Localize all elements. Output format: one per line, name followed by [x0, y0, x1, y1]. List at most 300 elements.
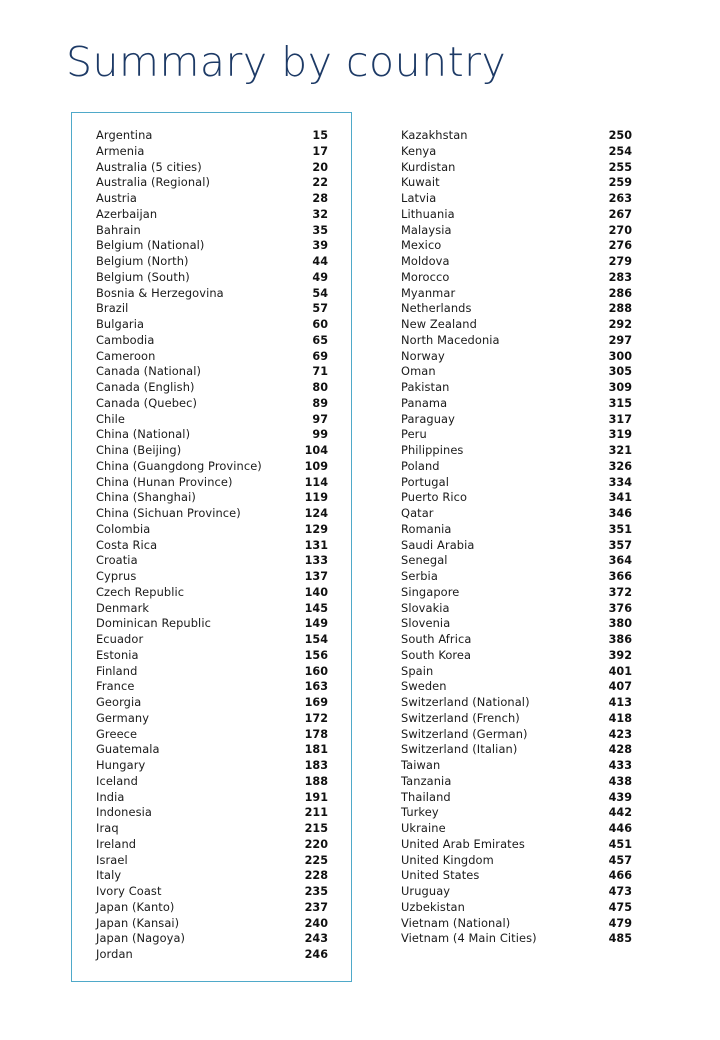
page-number: 109 — [304, 459, 328, 473]
page-number: 428 — [608, 743, 632, 757]
page-number: 140 — [304, 585, 328, 599]
page-number: 442 — [608, 806, 632, 820]
country-row — [96, 128, 328, 144]
page-number: 57 — [312, 302, 328, 316]
country-row — [401, 333, 632, 349]
country-row — [96, 853, 328, 869]
country-name: Panama — [401, 395, 448, 410]
country-name: Canada (National) — [96, 364, 202, 379]
page-number: 191 — [304, 790, 328, 804]
page-number: 137 — [304, 570, 328, 583]
page-number: 386 — [608, 633, 632, 646]
page-number: 279 — [608, 255, 632, 268]
page-number: 297 — [608, 333, 632, 347]
country-row — [96, 632, 328, 648]
page-number: 235 — [304, 885, 328, 898]
country-row — [401, 412, 632, 428]
page-number: 376 — [608, 601, 632, 615]
country-name: Poland — [401, 458, 440, 473]
country-row — [401, 805, 632, 821]
country-row — [96, 191, 328, 207]
country-name: France — [96, 679, 135, 694]
country-name: Guatemala — [96, 742, 160, 757]
page-number: 183 — [304, 759, 328, 772]
country-name: Argentina — [96, 128, 153, 142]
page-number: 457 — [608, 853, 632, 867]
country-name: Singapore — [401, 584, 460, 599]
country-name: Australia (5 cities) — [96, 159, 202, 174]
country-name: Azerbaijan — [96, 206, 158, 221]
country-row — [401, 790, 632, 806]
country-row — [401, 396, 632, 412]
country-name: Slovenia — [401, 616, 451, 631]
country-name: China (Guangdong Province) — [96, 458, 262, 473]
country-row — [401, 837, 632, 853]
page-number: 129 — [304, 522, 328, 536]
country-row — [96, 837, 328, 853]
page-number: 240 — [304, 916, 328, 930]
country-name: Morocco — [401, 269, 450, 284]
page-number: 433 — [608, 759, 632, 772]
page-number: 44 — [312, 255, 328, 268]
country-name: Georgia — [96, 695, 142, 709]
page-number: 321 — [608, 444, 632, 457]
country-name: Italy — [96, 868, 122, 883]
country-row — [401, 868, 632, 884]
page-number: 22 — [312, 176, 328, 190]
page-number: 89 — [312, 396, 328, 410]
country-row — [401, 648, 632, 664]
country-row — [96, 396, 328, 412]
page-number: 357 — [608, 538, 632, 552]
country-name: Moldova — [401, 254, 450, 268]
country-name: Belgium (National) — [96, 238, 205, 253]
country-row — [96, 679, 328, 695]
page-number: 220 — [304, 837, 328, 851]
country-name: Bulgaria — [96, 317, 145, 331]
country-row — [96, 774, 328, 790]
country-name: Malaysia — [401, 222, 452, 237]
country-name: United Kingdom — [401, 852, 494, 867]
page-number: 228 — [304, 869, 328, 883]
country-row — [96, 695, 328, 711]
country-name: Pakistan — [401, 380, 450, 394]
country-name: Myanmar — [401, 285, 456, 300]
country-row — [401, 317, 632, 333]
country-row — [401, 175, 632, 191]
country-name: Bosnia & Herzegovina — [96, 285, 224, 300]
country-row — [96, 349, 328, 365]
country-row — [401, 900, 632, 916]
country-name: South Africa — [401, 632, 472, 646]
page-number: 326 — [608, 459, 632, 473]
page-number: 97 — [312, 412, 328, 426]
page-number: 276 — [608, 239, 632, 253]
page-number: 35 — [312, 223, 328, 237]
page-number: 60 — [312, 318, 328, 331]
country-name: Lithuania — [401, 206, 455, 221]
country-row — [401, 632, 632, 648]
country-name: Peru — [401, 427, 427, 442]
country-row — [96, 207, 328, 223]
country-row — [96, 884, 328, 900]
country-name: Japan (Kanto) — [96, 899, 175, 914]
country-name: Mexico — [401, 238, 442, 253]
country-name: Netherlands — [401, 301, 472, 316]
page-number: 20 — [312, 160, 328, 174]
country-name: Latvia — [401, 191, 437, 205]
page-number: 32 — [312, 207, 328, 221]
country-row — [96, 601, 328, 617]
page-number: 286 — [608, 286, 632, 300]
country-row — [401, 286, 632, 302]
country-row — [401, 144, 632, 160]
country-name: New Zealand — [401, 317, 477, 331]
page-number: 71 — [312, 365, 328, 379]
country-name: Israel — [96, 852, 128, 867]
country-name: Canada (Quebec) — [96, 395, 198, 410]
country-row — [401, 270, 632, 286]
country-row — [401, 128, 632, 144]
country-row — [96, 443, 328, 459]
country-name: United Arab Emirates — [401, 836, 525, 851]
page-number: 292 — [608, 318, 632, 331]
page-number: 479 — [608, 916, 632, 930]
country-name: Kenya — [401, 143, 437, 158]
page-number: 451 — [608, 837, 632, 851]
country-row — [401, 711, 632, 727]
page-number: 104 — [304, 444, 328, 457]
country-name: Turkey — [401, 805, 439, 820]
country-row — [401, 475, 632, 491]
country-name: Qatar — [401, 506, 434, 520]
country-row — [401, 223, 632, 239]
page-number: 283 — [608, 270, 632, 284]
country-row — [401, 364, 632, 380]
country-row — [401, 585, 632, 601]
country-name: Armenia — [96, 143, 145, 158]
page-number: 317 — [608, 412, 632, 426]
country-name: Romania — [401, 521, 452, 536]
country-row — [96, 711, 328, 727]
country-name: Bahrain — [96, 222, 141, 237]
country-row — [401, 301, 632, 317]
country-row — [96, 947, 328, 963]
country-name: Saudi Arabia — [401, 537, 475, 552]
country-row — [96, 569, 328, 585]
page-number: 263 — [608, 192, 632, 205]
country-name: United States — [401, 868, 480, 883]
page-number: 237 — [304, 900, 328, 914]
country-row — [401, 569, 632, 585]
page-number: 154 — [304, 633, 328, 646]
country-name: Iraq — [96, 821, 119, 835]
page-number: 17 — [312, 144, 328, 158]
country-name: Germany — [96, 710, 150, 725]
page-number: 418 — [608, 711, 632, 725]
country-row — [96, 286, 328, 302]
country-name: Switzerland (German) — [401, 726, 528, 741]
page-number: 267 — [608, 207, 632, 221]
country-name: Senegal — [401, 553, 448, 568]
page-number: 156 — [304, 648, 328, 662]
page-number: 392 — [608, 648, 632, 662]
page-number: 254 — [608, 144, 632, 158]
country-row — [401, 191, 632, 207]
page-number: 380 — [608, 617, 632, 631]
country-name: Kuwait — [401, 175, 440, 190]
country-row — [96, 270, 328, 286]
country-row — [401, 916, 632, 932]
page-number: 351 — [608, 522, 632, 536]
country-name: Japan (Nagoya) — [96, 931, 186, 946]
page-title: Summary by country — [66, 38, 507, 86]
country-name: Belgium (North) — [96, 254, 189, 268]
page-number: 246 — [304, 948, 328, 961]
country-row — [96, 648, 328, 664]
country-row — [96, 490, 328, 506]
country-name: China (Beijing) — [96, 443, 182, 457]
page-number: 372 — [608, 585, 632, 599]
country-name: Philippines — [401, 443, 464, 457]
country-row — [401, 459, 632, 475]
country-name: Serbia — [401, 569, 438, 583]
country-name: Cambodia — [96, 332, 155, 347]
country-row — [96, 254, 328, 270]
country-name: China (Shanghai) — [96, 490, 196, 505]
country-row — [96, 742, 328, 758]
country-name: Thailand — [401, 789, 451, 804]
country-name: Cameroon — [96, 348, 156, 363]
country-name: Austria — [96, 191, 137, 205]
page-number: 319 — [608, 428, 632, 442]
country-name: Kurdistan — [401, 159, 456, 174]
country-name: Uruguay — [401, 884, 451, 898]
page-number: 438 — [608, 774, 632, 788]
country-row — [96, 333, 328, 349]
page-number: 288 — [608, 302, 632, 316]
country-name: Switzerland (French) — [401, 710, 520, 725]
page-number: 401 — [608, 664, 632, 678]
country-row — [401, 931, 632, 947]
country-row — [401, 679, 632, 695]
country-name: Chile — [96, 411, 126, 426]
page-number: 49 — [312, 270, 328, 284]
page-number: 225 — [304, 853, 328, 867]
country-row — [96, 364, 328, 380]
country-row — [96, 459, 328, 475]
page-number: 413 — [608, 696, 632, 709]
country-row — [401, 821, 632, 837]
page-number: 119 — [304, 491, 328, 505]
country-name: Slovakia — [401, 600, 450, 615]
country-row — [401, 254, 632, 270]
country-name: China (Hunan Province) — [96, 474, 233, 489]
country-name: Greece — [96, 726, 138, 741]
country-name: Brazil — [96, 301, 129, 316]
page-number: 178 — [304, 727, 328, 741]
page-number: 446 — [608, 822, 632, 835]
country-row — [401, 160, 632, 176]
country-row — [96, 238, 328, 254]
page-number: 300 — [608, 349, 632, 363]
country-name: Canada (English) — [96, 380, 195, 394]
page-number: 255 — [608, 160, 632, 174]
country-row — [96, 522, 328, 538]
page-number: 99 — [312, 428, 328, 442]
country-row — [401, 758, 632, 774]
country-name: Costa Rica — [96, 537, 158, 552]
country-name: Ireland — [96, 836, 137, 851]
country-row — [96, 616, 328, 632]
page-number: 181 — [304, 743, 328, 757]
country-name: Switzerland (Italian) — [401, 742, 518, 757]
country-row — [96, 821, 328, 837]
country-row — [96, 538, 328, 554]
page-number: 466 — [608, 869, 632, 883]
country-name: Spain — [401, 663, 434, 678]
country-row — [96, 317, 328, 333]
page-number: 305 — [608, 365, 632, 379]
country-name: China (Sichuan Province) — [96, 506, 241, 520]
country-row — [401, 884, 632, 900]
country-name: Ukraine — [401, 821, 446, 835]
country-row — [401, 506, 632, 522]
country-row — [96, 758, 328, 774]
country-name: Colombia — [96, 521, 151, 536]
country-name: Vietnam (4 Main Cities) — [401, 931, 537, 946]
country-name: Cyprus — [96, 569, 137, 583]
country-row — [96, 427, 328, 443]
page-number: 407 — [608, 680, 632, 694]
country-row — [401, 522, 632, 538]
country-row — [96, 175, 328, 191]
page-number: 215 — [304, 822, 328, 835]
country-name: Uzbekistan — [401, 899, 465, 914]
country-name: Estonia — [96, 647, 139, 662]
country-row — [401, 553, 632, 569]
country-name: Iceland — [96, 773, 138, 788]
country-row — [401, 742, 632, 758]
country-name: Norway — [401, 348, 445, 363]
country-name: Taiwan — [401, 758, 441, 772]
page-number: 15 — [312, 129, 328, 142]
country-row — [96, 916, 328, 932]
country-name: Finland — [96, 663, 138, 678]
country-name: Sweden — [401, 679, 447, 694]
country-name: Czech Republic — [96, 584, 185, 599]
country-name: Oman — [401, 364, 436, 379]
right-country-list — [401, 128, 632, 947]
country-row — [401, 664, 632, 680]
page-number: 65 — [312, 333, 328, 347]
country-name: Japan (Kansai) — [96, 915, 180, 930]
page-number: 485 — [608, 932, 632, 946]
page-number: 54 — [312, 286, 328, 300]
country-row — [401, 774, 632, 790]
country-name: Ecuador — [96, 632, 144, 646]
country-name: Denmark — [96, 600, 150, 615]
country-name: South Korea — [401, 647, 472, 662]
country-row — [401, 601, 632, 617]
page-number: 439 — [608, 790, 632, 804]
country-name: Belgium (South) — [96, 269, 190, 284]
country-row — [401, 853, 632, 869]
page-number: 169 — [304, 696, 328, 709]
country-row — [401, 616, 632, 632]
country-name: China (National) — [96, 427, 191, 442]
page-number: 80 — [312, 381, 328, 394]
page-number: 250 — [608, 129, 632, 142]
country-name: Paraguay — [401, 411, 455, 426]
country-name: Portugal — [401, 474, 449, 489]
page-number: 366 — [608, 570, 632, 583]
page-number: 315 — [608, 396, 632, 410]
country-row — [96, 931, 328, 947]
country-row — [96, 585, 328, 601]
country-row — [96, 727, 328, 743]
page-number: 149 — [304, 617, 328, 631]
country-row — [96, 553, 328, 569]
country-name: Croatia — [96, 553, 138, 568]
country-name: India — [96, 789, 125, 804]
page-number: 163 — [304, 680, 328, 694]
page-number: 270 — [608, 223, 632, 237]
country-row — [96, 223, 328, 239]
page-number: 259 — [608, 176, 632, 190]
page-number: 243 — [304, 932, 328, 946]
country-name: Dominican Republic — [96, 616, 211, 631]
country-row — [401, 427, 632, 443]
country-name: North Macedonia — [401, 332, 500, 347]
country-row — [96, 475, 328, 491]
country-name: Tanzania — [401, 773, 452, 788]
page-number: 28 — [312, 192, 328, 205]
page-number: 114 — [304, 475, 328, 489]
page-number: 309 — [608, 381, 632, 394]
country-row — [401, 443, 632, 459]
country-name: Kazakhstan — [401, 128, 468, 142]
country-row — [96, 506, 328, 522]
country-row — [96, 412, 328, 428]
page-number: 172 — [304, 711, 328, 725]
country-row — [401, 238, 632, 254]
country-name: Vietnam (National) — [401, 915, 511, 930]
country-row — [401, 490, 632, 506]
left-country-list — [96, 128, 328, 963]
page-number: 131 — [304, 538, 328, 552]
country-name: Switzerland (National) — [401, 695, 530, 709]
country-row — [96, 664, 328, 680]
country-name: Indonesia — [96, 805, 152, 820]
country-row — [96, 160, 328, 176]
page-number: 334 — [608, 475, 632, 489]
page-number: 475 — [608, 900, 632, 914]
country-row — [96, 380, 328, 396]
country-row — [401, 380, 632, 396]
country-row — [401, 695, 632, 711]
page-number: 473 — [608, 885, 632, 898]
country-name: Hungary — [96, 758, 146, 772]
country-name: Jordan — [96, 947, 133, 961]
page-number: 188 — [304, 774, 328, 788]
country-row — [96, 900, 328, 916]
page-number: 341 — [608, 491, 632, 505]
country-row — [401, 349, 632, 365]
country-name: Australia (Regional) — [96, 175, 211, 190]
page-number: 69 — [312, 349, 328, 363]
country-row — [96, 805, 328, 821]
